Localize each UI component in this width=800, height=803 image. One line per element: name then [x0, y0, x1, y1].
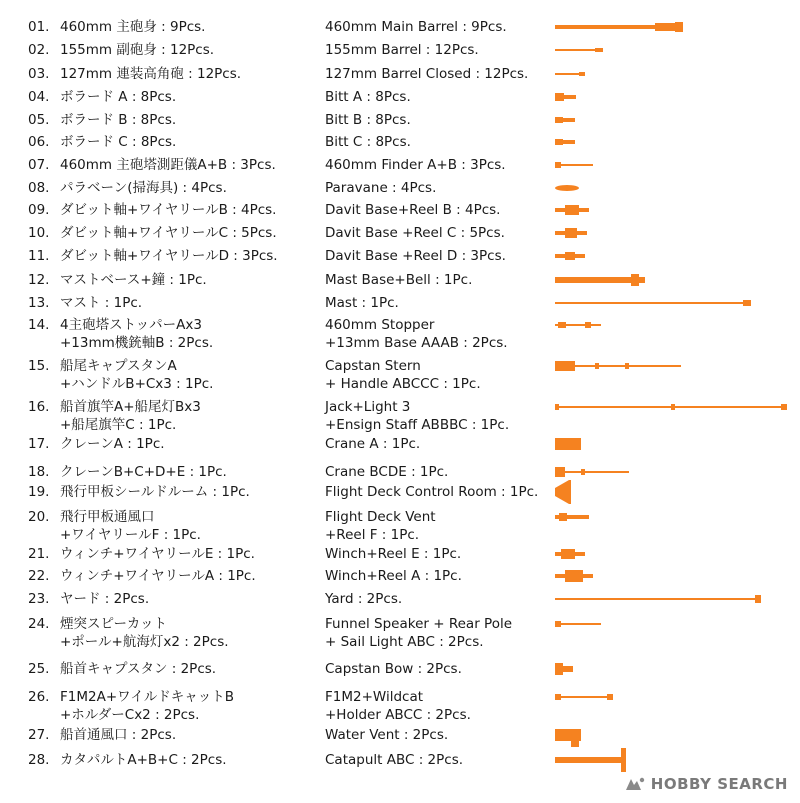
part-name-en [325, 294, 550, 312]
part-number: 11. [28, 248, 50, 264]
part-name-jp-line: クレーンB+C+D+E : 1Pc. [60, 464, 227, 480]
part-name-jp-line: +ポール+航海灯x2 : 2Pcs. [60, 634, 229, 650]
part-name-jp [60, 179, 322, 197]
part-name-en [325, 508, 550, 544]
part-name-en-line: Winch+Reel E : 1Pc. [325, 546, 462, 562]
part-name-en-line: F1M2+Wildcat [325, 689, 424, 705]
part-name-jp-line: 127mm 連装高角砲 : 12Pcs. [60, 66, 242, 82]
part-number: 03. [28, 66, 50, 82]
part-name-en [325, 111, 550, 129]
part-name-en-line: 155mm Barrel : 12Pcs. [325, 42, 479, 58]
part-name-jp-line: ダビット軸+ワイヤリールB : 4Pcs. [60, 202, 277, 218]
part-name-en-line: + Sail Light ABC : 2Pcs. [325, 634, 484, 650]
part-name-en [325, 463, 550, 481]
part-number: 15. [28, 358, 50, 374]
part-name-jp-line: カタパルトA+B+C : 2Pcs. [60, 752, 227, 768]
part-name-jp [60, 545, 322, 563]
part-number: 26. [28, 689, 50, 705]
part-name-jp [60, 224, 322, 242]
part-number: 22. [28, 568, 50, 584]
watermark [625, 775, 788, 793]
part-name-en-line: Paravane : 4Pcs. [325, 180, 437, 196]
part-name-jp-line: 飛行甲板シールドルーム : 1Pc. [60, 484, 250, 500]
part-name-jp [60, 508, 322, 544]
part-number: 21. [28, 546, 50, 562]
part-number: 14. [28, 317, 50, 333]
part-name-en-line: +13mm Base AAAB : 2Pcs. [325, 335, 508, 351]
part-name-en-line: Bitt B : 8Pcs. [325, 112, 411, 128]
part-name-en [325, 398, 550, 434]
part-number: 25. [28, 661, 50, 677]
part-name-en-line: Mast : 1Pc. [325, 295, 399, 311]
part-number: 18. [28, 464, 50, 480]
part-name-jp [60, 156, 322, 174]
part-name-en [325, 567, 550, 585]
part-name-jp-line: +13mm機銃軸B : 2Pcs. [60, 335, 214, 351]
part-name-en [325, 316, 550, 352]
part-name-jp-line: 船首通風口 : 2Pcs. [60, 727, 177, 743]
part-number: 24. [28, 616, 50, 632]
part-name-jp [60, 751, 322, 769]
part-name-en-line: Funnel Speaker + Rear Pole [325, 616, 513, 632]
part-name-en [325, 483, 550, 501]
part-name-jp-line: ボラード A : 8Pcs. [60, 89, 177, 105]
part-name-en [325, 271, 550, 289]
hobby-search-logo-icon [625, 776, 647, 792]
part-name-jp-line: 460mm 主砲塔測距儀A+B : 3Pcs. [60, 157, 276, 173]
watermark-text: HOBBY SEARCH [650, 775, 788, 793]
part-name-en [325, 41, 550, 59]
part-name-en-line: 460mm Finder A+B : 3Pcs. [325, 157, 506, 173]
part-name-jp-line: 4主砲塔ストッパーAx3 [60, 317, 202, 333]
part-name-en [325, 615, 550, 651]
part-name-jp-line: +船尾旗竿C : 1Pc. [60, 417, 177, 433]
part-name-jp [60, 435, 322, 453]
part-number: 20. [28, 509, 50, 525]
part-number: 06. [28, 134, 50, 150]
part-name-jp-line: ボラード B : 8Pcs. [60, 112, 177, 128]
part-name-jp [60, 294, 322, 312]
part-name-en [325, 357, 550, 393]
part-silhouette-icon [555, 609, 795, 639]
part-name-jp-line: F1M2A+ワイルドキャットB [60, 689, 234, 705]
part-name-jp-line: ボラード C : 8Pcs. [60, 134, 177, 150]
part-name-jp [60, 660, 322, 678]
part-number: 13. [28, 295, 50, 311]
part-number: 10. [28, 225, 50, 241]
part-silhouette-icon [555, 310, 795, 340]
part-name-en [325, 156, 550, 174]
part-name-jp-line: +ハンドルB+Cx3 : 1Pc. [60, 376, 214, 392]
part-name-en [325, 247, 550, 265]
part-name-jp [60, 567, 322, 585]
part-name-jp [60, 463, 322, 481]
part-name-jp [60, 41, 322, 59]
part-number: 19. [28, 484, 50, 500]
part-silhouette-icon [555, 502, 795, 532]
part-name-jp-line: ウィンチ+ワイヤリールA : 1Pc. [60, 568, 256, 584]
part-name-jp [60, 615, 322, 651]
part-number: 28. [28, 752, 50, 768]
part-name-en-line: Bitt A : 8Pcs. [325, 89, 411, 105]
part-name-en-line: Yard : 2Pcs. [325, 591, 403, 607]
part-name-jp [60, 271, 322, 289]
part-number: 17. [28, 436, 50, 452]
part-name-jp-line: 船尾キャプスタンA [60, 358, 177, 374]
part-name-jp [60, 88, 322, 106]
part-name-jp [60, 133, 322, 151]
part-name-jp-line: 飛行甲板通風口 [60, 509, 155, 525]
part-number: 04. [28, 89, 50, 105]
part-silhouette-icon [555, 392, 795, 422]
part-silhouette-icon [555, 429, 795, 459]
part-name-en [325, 201, 550, 219]
part-name-jp [60, 726, 322, 744]
part-name-en [325, 65, 550, 83]
part-name-en-line: Catapult ABC : 2Pcs. [325, 752, 464, 768]
part-name-en-line: Capstan Stern [325, 358, 421, 374]
part-name-en [325, 545, 550, 563]
part-name-en [325, 179, 550, 197]
part-name-en-line: Water Vent : 2Pcs. [325, 727, 449, 743]
part-silhouette-icon [555, 682, 795, 712]
part-name-en [325, 726, 550, 744]
part-name-en-line: 127mm Barrel Closed : 12Pcs. [325, 66, 529, 82]
part-name-en-line: +Ensign Staff ABBBC : 1Pc. [325, 417, 510, 433]
part-name-en-line: Flight Deck Control Room : 1Pc. [325, 484, 539, 500]
part-number: 01. [28, 19, 50, 35]
part-silhouette-icon [555, 745, 795, 775]
part-name-jp [60, 357, 322, 393]
part-number: 12. [28, 272, 50, 288]
part-number: 07. [28, 157, 50, 173]
part-name-jp-line: ダビット軸+ワイヤリールD : 3Pcs. [60, 248, 278, 264]
part-name-en [325, 660, 550, 678]
part-name-en-line: + Handle ABCCC : 1Pc. [325, 376, 481, 392]
part-name-en-line: Capstan Bow : 2Pcs. [325, 661, 462, 677]
part-name-en-line: 460mm Stopper [325, 317, 435, 333]
part-name-en [325, 133, 550, 151]
part-name-en-line: Davit Base +Reel D : 3Pcs. [325, 248, 506, 264]
part-name-en-line: Davit Base+Reel B : 4Pcs. [325, 202, 501, 218]
part-name-en-line: Flight Deck Vent [325, 509, 436, 525]
part-name-jp-line: 船首キャプスタン : 2Pcs. [60, 661, 217, 677]
part-name-jp-line: マストベース+鐘 : 1Pc. [60, 272, 207, 288]
part-number: 08. [28, 180, 50, 196]
part-name-en-line: +Reel F : 1Pc. [325, 527, 420, 543]
part-name-en [325, 590, 550, 608]
part-name-jp [60, 18, 322, 36]
part-name-en-line: Bitt C : 8Pcs. [325, 134, 411, 150]
part-name-jp [60, 398, 322, 434]
part-name-en [325, 18, 550, 36]
part-name-jp-line: 煙突スピーカット [60, 616, 168, 632]
part-name-en-line: Crane BCDE : 1Pc. [325, 464, 449, 480]
part-name-en-line: Winch+Reel A : 1Pc. [325, 568, 462, 584]
part-name-jp [60, 111, 322, 129]
part-name-jp [60, 483, 322, 501]
part-name-jp-line: クレーンA : 1Pc. [60, 436, 165, 452]
part-name-jp-line: +ワイヤリールF : 1Pc. [60, 527, 201, 543]
part-name-en [325, 688, 550, 724]
part-silhouette-icon [555, 654, 795, 684]
part-silhouette-icon [555, 351, 795, 381]
part-number: 02. [28, 42, 50, 58]
part-name-en-line: Crane A : 1Pc. [325, 436, 421, 452]
part-number: 23. [28, 591, 50, 607]
part-name-en-line: 460mm Main Barrel : 9Pcs. [325, 19, 507, 35]
part-name-jp-line: 船首旗竿A+船尾灯Bx3 [60, 399, 201, 415]
part-name-jp-line: パラベーン(掃海具) : 4Pcs. [60, 180, 227, 196]
part-name-en-line: Davit Base +Reel C : 5Pcs. [325, 225, 505, 241]
part-name-jp [60, 247, 322, 265]
part-name-en-line: Mast Base+Bell : 1Pc. [325, 272, 473, 288]
part-name-jp [60, 688, 322, 724]
part-name-jp-line: ヤード : 2Pcs. [60, 591, 150, 607]
part-name-jp-line: ウィンチ+ワイヤリールE : 1Pc. [60, 546, 255, 562]
part-name-jp-line: マスト : 1Pc. [60, 295, 143, 311]
part-number: 09. [28, 202, 50, 218]
part-name-jp [60, 201, 322, 219]
part-name-jp [60, 316, 322, 352]
part-name-jp [60, 65, 322, 83]
part-name-en [325, 88, 550, 106]
part-name-en [325, 751, 550, 769]
part-name-en [325, 435, 550, 453]
part-number: 16. [28, 399, 50, 415]
part-name-jp-line: ダビット軸+ワイヤリールC : 5Pcs. [60, 225, 277, 241]
part-number: 27. [28, 727, 50, 743]
part-name-jp-line: 460mm 主砲身 : 9Pcs. [60, 19, 206, 35]
part-name-jp [60, 590, 322, 608]
part-name-jp-line: 155mm 副砲身 : 12Pcs. [60, 42, 215, 58]
part-name-en [325, 224, 550, 242]
part-number: 05. [28, 112, 50, 128]
part-name-en-line: +Holder ABCC : 2Pcs. [325, 707, 471, 723]
part-name-jp-line: +ホルダーCx2 : 2Pcs. [60, 707, 200, 723]
part-name-en-line: Jack+Light 3 [325, 399, 411, 415]
